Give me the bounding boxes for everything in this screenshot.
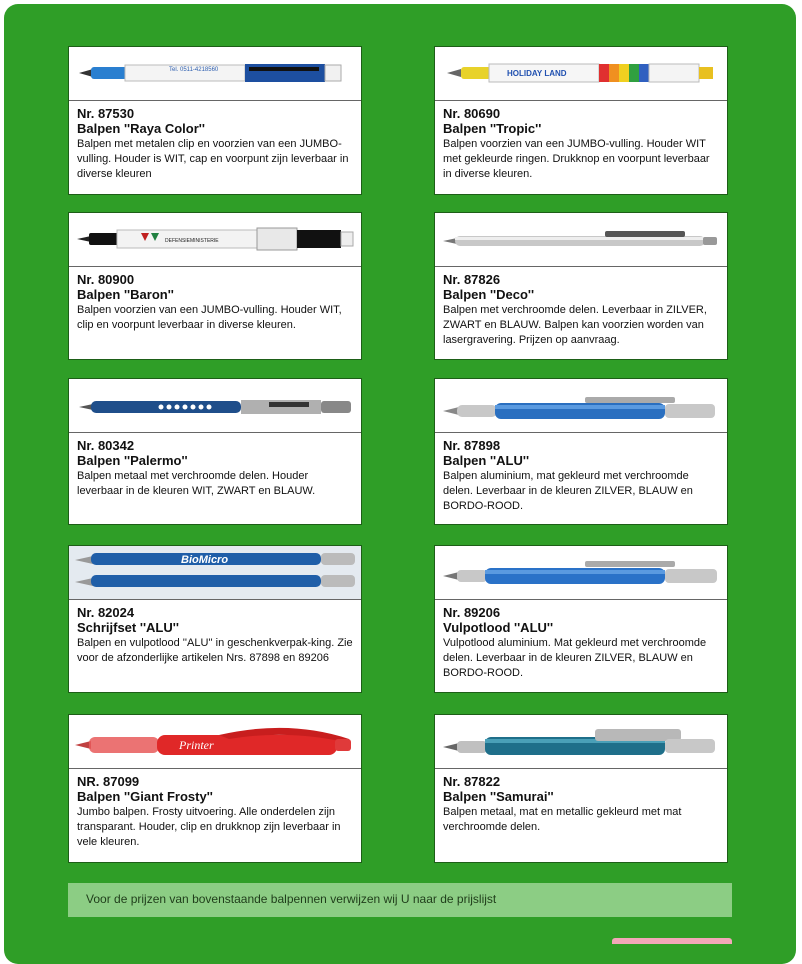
pen-imprint: HOLIDAY LAND xyxy=(507,69,567,78)
product-card xyxy=(434,378,728,525)
product-number: Nr. 80342 xyxy=(77,438,135,453)
pen-imprint: BioMicro xyxy=(181,554,229,566)
product-card xyxy=(434,545,728,693)
product-name: Balpen ''Raya Color'' xyxy=(77,121,205,136)
product-description: Balpen voorzien van een JUMBO-vulling. Houder WIT met gekleurde ringen. Drukknop en voorpunt leverbaar in diverse kleuren. xyxy=(443,138,710,180)
product-image-samurai-pen xyxy=(435,715,727,769)
product-description: Balpen en vulpotlood ''ALU'' in geschenkverpak-king. Zie voor de afzonderlijke artikelen Nrs. 87898 en 89206 xyxy=(77,637,353,664)
product-image-palermo-pen xyxy=(69,379,361,433)
product-card xyxy=(434,714,728,863)
product-number: Nr. 80900 xyxy=(77,272,135,287)
product-description: Balpen aluminium, mat gekleurd met verchroomde delen. Leverbaar in de kleuren ZILVER, BLAUW en BORDO-ROOD. xyxy=(443,470,693,512)
product-card xyxy=(68,212,362,360)
product-number: Nr. 89206 xyxy=(443,605,501,620)
product-name: Balpen ''Baron'' xyxy=(77,287,174,302)
price-list-notice-text: Voor de prijzen van bovenstaande balpennen verwijzen wij U naar de prijslijst xyxy=(86,892,497,906)
price-list-notice xyxy=(68,883,732,917)
product-card xyxy=(68,378,362,525)
product-image-baron-pen xyxy=(69,213,361,267)
product-description: Balpen metaal met verchroomde delen. Houder leverbaar in de kleuren WIT, ZWART en BLAUW. xyxy=(77,470,316,497)
product-image-white-pen xyxy=(69,47,361,101)
product-name: Vulpotlood ''ALU'' xyxy=(443,620,554,635)
product-card xyxy=(68,545,362,693)
product-number: Nr. 87826 xyxy=(443,272,501,287)
product-name: Schrijfset ''ALU'' xyxy=(77,620,179,635)
product-number: Nr. 87530 xyxy=(77,106,135,121)
product-name: Balpen ''Giant Frosty'' xyxy=(77,789,213,804)
product-number: NR. 87099 xyxy=(77,774,140,789)
product-number: Nr. 82024 xyxy=(77,605,135,620)
pen-imprint: Printer xyxy=(179,738,214,752)
product-description: Vulpotlood aluminium. Mat gekleurd met verchroomde delen. Leverbaar in de kleuren ZILVER, BLAUW en BORDO-ROOD. xyxy=(443,637,707,679)
product-image-tropic-pen xyxy=(435,47,727,101)
product-name: Balpen ''Samurai'' xyxy=(443,789,554,804)
product-name: Balpen ''Tropic'' xyxy=(443,121,542,136)
product-number: Nr. 80690 xyxy=(443,106,501,121)
product-name: Balpen ''ALU'' xyxy=(443,453,530,468)
product-name: Balpen ''Palermo'' xyxy=(77,453,188,468)
product-card xyxy=(68,714,362,863)
pen-imprint: National xyxy=(521,731,549,738)
product-description: Balpen met verchroomde delen. Leverbaar in ZILVER, ZWART en BLAUW. Balpen kan voorzien worden van lasergravering. Prijzen op aanvraag. xyxy=(443,304,707,346)
pen-imprint: DEFENSIEMINISTERIE xyxy=(165,238,219,244)
product-card xyxy=(434,46,728,195)
pen-imprint: Tel. 0511-4218560 xyxy=(169,67,219,73)
product-number: Nr. 87822 xyxy=(443,774,501,789)
product-name: Balpen ''Deco'' xyxy=(443,287,535,302)
product-card xyxy=(68,46,362,195)
product-description: Balpen metaal, mat en metallic gekleurd met mat verchroomde delen. xyxy=(443,806,682,833)
product-description: Balpen voorzien van een JUMBO-vulling. Houder WIT, clip en voorpunt leverbaar in diverse kleuren. xyxy=(77,304,342,331)
product-description: Balpen met metalen clip en voorzien van een JUMBO-vulling. Houder is WIT, cap en voorpunt zijn leverbaar in diverse kleuren xyxy=(77,138,349,180)
product-card xyxy=(434,212,728,360)
product-image-frosty-pen xyxy=(69,715,361,769)
product-image-pen-set xyxy=(69,546,361,600)
bottom-tab xyxy=(612,938,732,944)
product-image-alu-pencil xyxy=(435,546,727,600)
product-image-alu-pen xyxy=(435,379,727,433)
product-number: Nr. 87898 xyxy=(443,438,501,453)
product-description: Jumbo balpen. Frosty uitvoering. Alle onderdelen zijn transparant. Houder, clip en drukknop zijn leverbaar in vele kleuren. xyxy=(77,806,341,848)
product-image-deco-pen xyxy=(435,213,727,267)
